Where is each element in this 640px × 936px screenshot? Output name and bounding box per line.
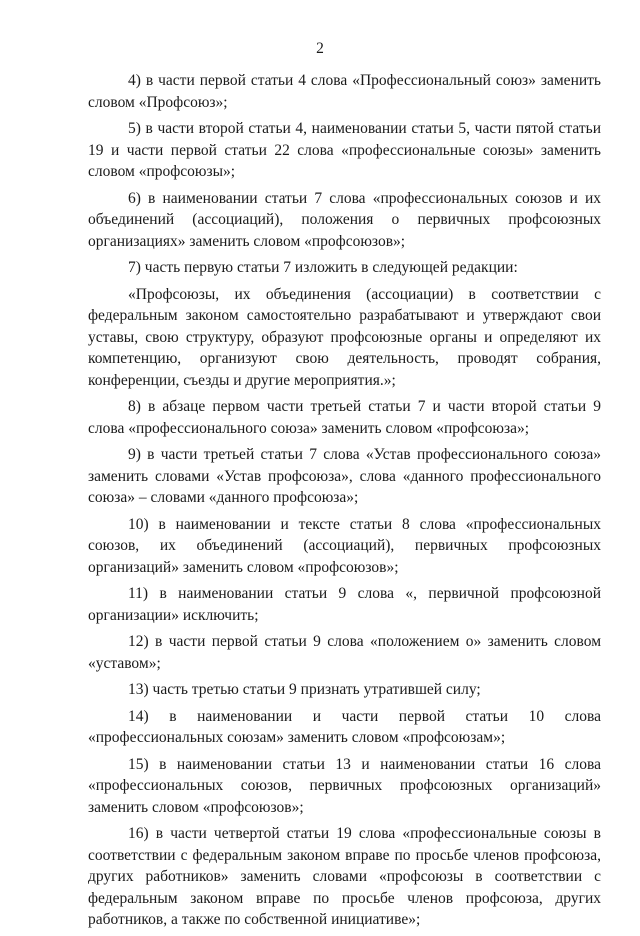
paragraph-item-6: 6) в наименовании статьи 7 слова «профессиональных союзов и их объединений (ассоциаций), положения о первичных профсоюзных организациях» заменить словом «профсоюзов»; [88, 189, 601, 250]
paragraph-item-7: 7) часть первую статьи 7 изложить в следующей редакции: [128, 259, 518, 276]
page-number: 2 [316, 40, 324, 57]
document-body [88, 70, 601, 936]
paragraph-item-5: 5) в части второй статьи 4, наименовании статьи 5, части пятой статьи 19 и части первой статьи 22 слова «профессиональные союзы» заменить словом «профсоюзы»; [88, 120, 601, 180]
paragraph-item-14: 14) в наименовании и части первой статьи 10 слова «профессиональных союзам» заменить словом «профсоюзам»; [88, 707, 601, 746]
paragraph-item-10: 10) в наименовании и тексте статьи 8 слова «профессиональных союзов, их объединений (ассоциаций), первичных профсоюзных организаций» заменить словом «профсоюзов»; [88, 515, 601, 576]
paragraph-item-4: 4) в части первой статьи 4 слова «Профессиональный союз» заменить словом «Профсоюз»; [88, 72, 601, 111]
paragraph-item-13: 13) часть третью статьи 9 признать утратившей силу; [128, 681, 481, 698]
paragraph-item-9: 9) в части третьей статьи 7 слова «Устав профессионального союза» заменить словами «Устав профсоюза», слова «данного профессионального союза» – словами «данного профсоюза»; [88, 446, 601, 506]
quoted-new-text: «Профсоюзы, их объединения (ассоциации) в соответствии с федеральным законом самостоятельно разрабатывают и утверждают свои уставы, свою структуру, образуют профсоюзные органы и определяют их компетенцию, организуют свою деятельность, проводят собрания, конференции, съезды и другие мероприятия.»; [88, 285, 601, 389]
paragraph-item-15: 15) в наименовании статьи 13 и наименовании статьи 16 слова «профессиональных союзов, первичных профсоюзных организаций» заменить словом «профсоюзов»; [88, 755, 601, 816]
paragraph-item-16: 16) в части четвертой статьи 19 слова «профессиональные союзы в соответствии с федеральным законом вправе по просьбе членов профсоюза, других работников» заменить словами «профсоюзы в соответствии с федеральным законом вправе по просьбе членов профсоюза, других работников, а также по собственной инициативе»; [88, 825, 601, 928]
paragraph-item-8: 8) в абзаце первом части третьей статьи 7 и части второй статьи 9 слова «профессионального союза» заменить словом «профсоюза»; [88, 398, 601, 437]
paragraph-item-12: 12) в части первой статьи 9 слова «положением о» заменить словом «уставом»; [88, 633, 601, 672]
paragraph-item-11: 11) в наименовании статьи 9 слова «, первичной профсоюзной организации» исключить; [88, 585, 601, 624]
